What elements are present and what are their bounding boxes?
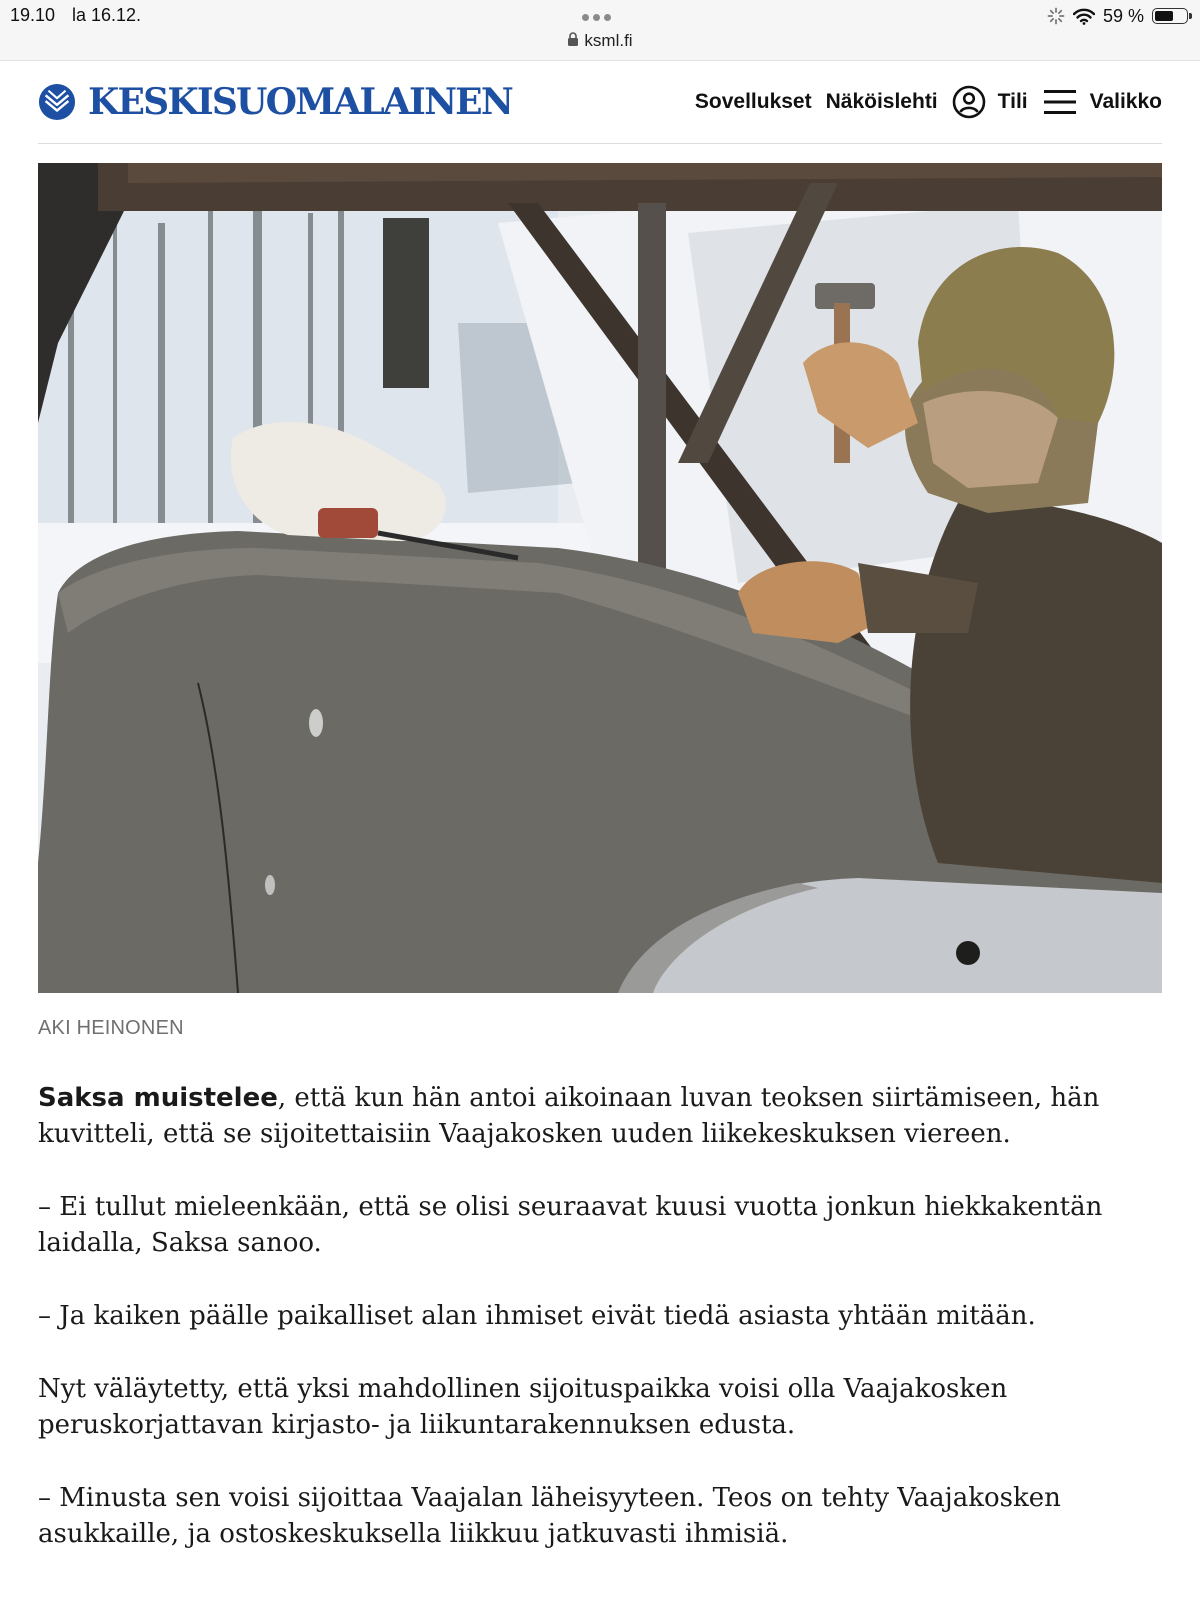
site-header [38,61,1162,144]
article-paragraph: Nyt väläytetty, että yksi mahdollinen sijoituspaikka voisi olla Vaajakosken peruskorjattavan kirjasto- ja liikuntarakennuksen edusta. [38,1374,1008,1440]
hamburger-menu-icon[interactable] [1044,89,1076,115]
photo-credit: AKI HEINONEN [38,1017,184,1039]
nav-epaper-link[interactable]: Näköislehti [825,90,938,113]
browser-more-dots-icon[interactable] [582,8,618,20]
status-indicators [1047,4,1188,28]
loading-spinner-icon [1047,7,1065,25]
nav-menu-link[interactable]: Valikko [1089,90,1162,113]
logo-emblem-icon [38,83,76,121]
nav-apps-link[interactable]: Sovellukset [694,90,812,113]
article-paragraph [38,1080,1162,1152]
nav-account-link[interactable]: Tili [997,90,1028,113]
address-bar[interactable] [0,31,1200,51]
status-time: 19.10 [10,5,56,25]
article-body [38,1080,1162,1589]
logo-wordmark: KESKISUOMALAINEN [88,81,512,123]
status-bar [0,0,1200,61]
url-text: ksml.fi [584,31,633,50]
wifi-icon [1073,8,1095,25]
battery-percentage: 59 % [1102,5,1144,26]
article-paragraph: – Minusta sen voisi sijoittaa Vaajalan läheisyyteen. Teos on tehty Vaajakosken asukkaille, ja ostoskeskuksella liikkuu jatkuvasti ihmisiä. [38,1483,1061,1549]
hero-photo [38,163,1162,993]
main-nav [695,83,1162,121]
article-paragraph: – Ja kaiken päälle paikalliset alan ihmiset eivät tiedä asiasta yhtään mitään. [38,1301,1036,1331]
lock-icon [567,32,579,47]
status-date: la 16.12. [72,5,142,25]
site-logo[interactable] [38,81,512,123]
battery-icon [1152,8,1188,24]
account-icon[interactable] [952,85,986,119]
article-paragraph: – Ei tullut mieleenkään, että se olisi seuraavat kuusi vuotta jonkun hiekkakentän laidalla, Saksa sanoo. [38,1192,1103,1258]
paragraph-lead: Saksa muistelee [38,1083,278,1113]
paragraph-text: , että kun hän antoi aikoinaan luvan teoksen siirtämiseen, hän kuvitteli, että se sijoitettaisiin Vaajakosken uuden liikekeskuksen viereen. [38,1083,1100,1149]
